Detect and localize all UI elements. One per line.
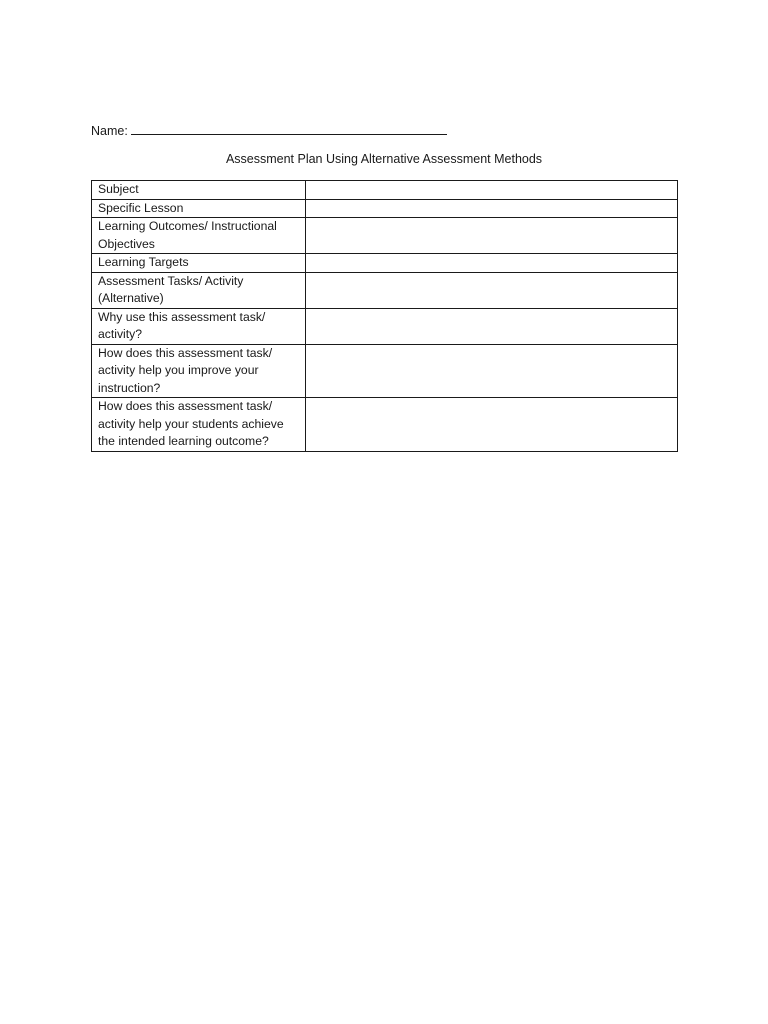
name-blank-line[interactable] [131, 122, 447, 135]
table-row [92, 218, 678, 254]
row-value-learning-targets[interactable] [306, 254, 678, 273]
table-row [92, 254, 678, 273]
table-row [92, 181, 678, 200]
table-row [92, 199, 678, 218]
row-value-students-achieve[interactable] [306, 398, 678, 452]
row-value-learning-outcomes[interactable] [306, 218, 678, 254]
row-label-learning-targets: Learning Targets [92, 254, 306, 273]
table-row [92, 308, 678, 344]
row-label-subject: Subject [92, 181, 306, 200]
row-value-improve-instruction[interactable] [306, 344, 678, 398]
row-value-assessment-tasks[interactable] [306, 272, 678, 308]
table-row [92, 398, 678, 452]
row-value-why-use[interactable] [306, 308, 678, 344]
row-label-students-achieve: How does this assessment task/ activity help your students achieve the intended learning outcome? [92, 398, 306, 452]
document-title: Assessment Plan Using Alternative Assessment Methods [225, 152, 543, 166]
row-value-specific-lesson[interactable] [306, 199, 678, 218]
table-row [92, 344, 678, 398]
assessment-plan-table [91, 180, 678, 452]
row-label-assessment-tasks: Assessment Tasks/ Activity (Alternative) [92, 272, 306, 308]
row-label-improve-instruction: How does this assessment task/ activity help you improve your instruction? [92, 344, 306, 398]
name-label: Name: [91, 124, 128, 138]
row-label-why-use: Why use this assessment task/ activity? [92, 308, 306, 344]
row-label-learning-outcomes: Learning Outcomes/ Instructional Objectives [92, 218, 306, 254]
name-field-row [91, 122, 447, 138]
table-row [92, 272, 678, 308]
row-value-subject[interactable] [306, 181, 678, 200]
row-label-specific-lesson: Specific Lesson [92, 199, 306, 218]
